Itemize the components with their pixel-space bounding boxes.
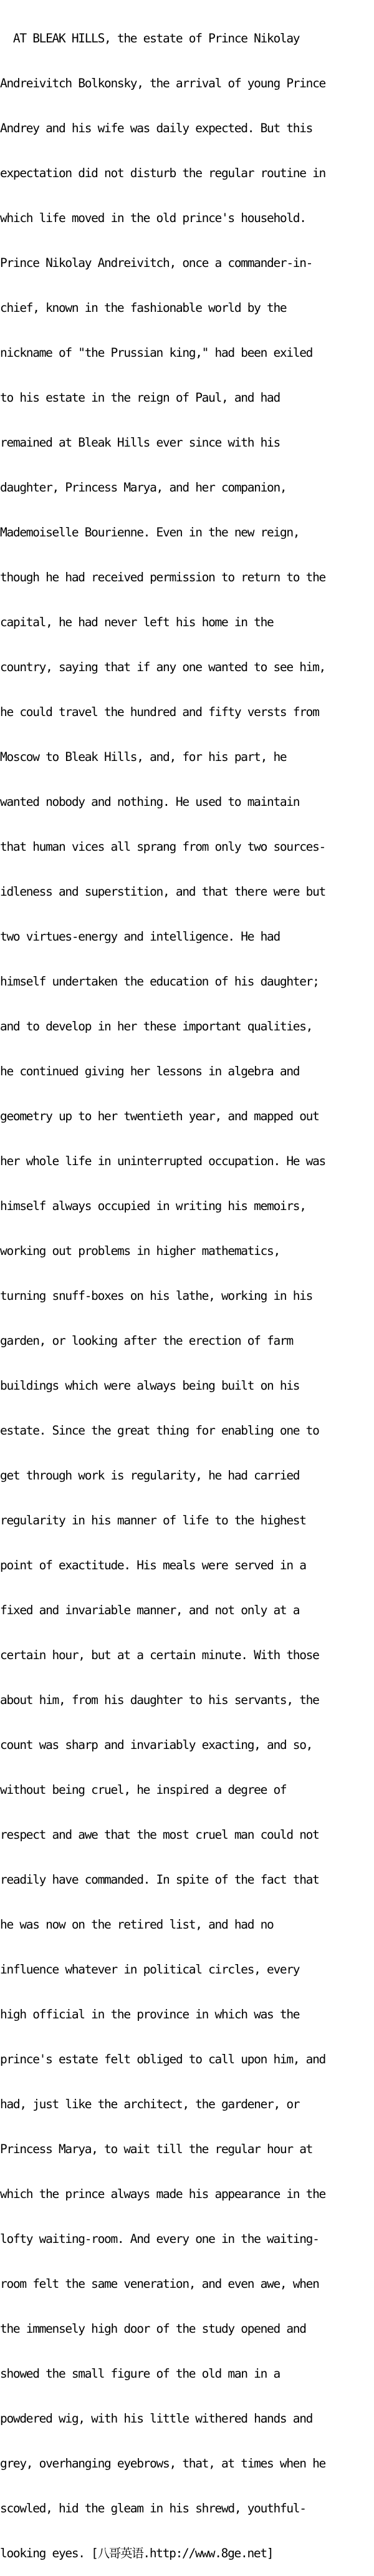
text-line: powdered wig, with his little withered hands and xyxy=(0,2411,313,2426)
text-line: point of exactitude. His meals were served in a xyxy=(0,1558,306,1572)
text-line: AT BLEAK HILLS, the estate of Prince Nikolay xyxy=(0,31,300,46)
text-line: the immensely high door of the study opened and xyxy=(0,2322,306,2336)
text-line: influence whatever in political circles, every xyxy=(0,1962,300,1977)
text-line: certain hour, but at a certain minute. With those xyxy=(0,1648,319,1662)
text-line: that human vices all sprang from only two sources- xyxy=(0,840,326,854)
text-line: he could travel the hundred and fifty versts from xyxy=(0,705,319,719)
text-line: without being cruel, he inspired a degree of xyxy=(0,1783,287,1797)
text-line: which the prince always made his appearance in the xyxy=(0,2187,326,2201)
text-line: get through work is regularity, he had carried xyxy=(0,1468,300,1483)
text-line: remained at Bleak Hills ever since with his xyxy=(0,435,280,450)
text-line: her whole life in uninterrupted occupation. He was xyxy=(0,1154,326,1168)
text-line: capital, he had never left his home in the xyxy=(0,615,274,629)
text-line: grey, overhanging eyebrows, that, at times when he xyxy=(0,2456,326,2471)
text-line: Andreivitch Bolkonsky, the arrival of young Prince xyxy=(0,76,326,90)
text-line: Andrey and his wife was daily expected. But this xyxy=(0,121,313,135)
text-line: turning snuff-boxes on his lathe, working in his xyxy=(0,1289,313,1303)
text-line: regularity in his manner of life to the highest xyxy=(0,1513,306,1528)
text-line: he continued giving her lessons in algebra and xyxy=(0,1064,300,1078)
text-line: idleness and superstition, and that there were but xyxy=(0,884,326,899)
text-line: high official in the province in which was the xyxy=(0,2007,300,2022)
text-line: room felt the same veneration, and even awe, when xyxy=(0,2277,319,2291)
text-line: and to develop in her these important qualities, xyxy=(0,1019,313,1034)
text-line: geometry up to her twentieth year, and mapped out xyxy=(0,1109,319,1123)
text-line: respect and awe that the most cruel man could not xyxy=(0,1828,319,1842)
text-line: showed the small figure of the old man in a xyxy=(0,2366,280,2381)
text-line: chief, known in the fashionable world by the xyxy=(0,301,287,315)
text-line: about him, from his daughter to his servants, the xyxy=(0,1693,319,1707)
text-line: Moscow to Bleak Hills, and, for his part, he xyxy=(0,750,287,764)
text-line: buildings which were always being built on his xyxy=(0,1378,300,1393)
text-line: garden, or looking after the erection of farm xyxy=(0,1334,293,1348)
text-line: scowled, hid the gleam in his shrewd, youthful- xyxy=(0,2501,306,2515)
text-line: two virtues-energy and intelligence. He had xyxy=(0,929,280,944)
text-line: nickname of "the Prussian king," had been exiled xyxy=(0,346,313,360)
text-line: wanted nobody and nothing. He used to maintain xyxy=(0,795,300,809)
text-line: lofty waiting-room. And every one in the waiting- xyxy=(0,2232,319,2246)
text-line: fixed and invariable manner, and not only at a xyxy=(0,1603,300,1617)
text-line: prince's estate felt obliged to call upon him, and xyxy=(0,2052,326,2066)
text-line: himself undertaken the education of his daughter; xyxy=(0,974,319,989)
text-line: daughter, Princess Marya, and her companion, xyxy=(0,480,287,495)
text-line: he was now on the retired list, and had no xyxy=(0,1917,274,1932)
text-line: which life moved in the old prince's household. xyxy=(0,211,306,225)
text-line: working out problems in higher mathematics, xyxy=(0,1244,280,1258)
text-line: Prince Nikolay Andreivitch, once a commander-in- xyxy=(0,256,313,270)
text-line: expectation did not disturb the regular routine in xyxy=(0,166,326,180)
text-line: country, saying that if any one wanted to see him, xyxy=(0,660,326,674)
text-line: looking eyes. [八哥英语.http://www.8ge.net] xyxy=(0,2546,274,2560)
text-line: himself always occupied in writing his memoirs, xyxy=(0,1199,306,1213)
text-line: readily have commanded. In spite of the fact that xyxy=(0,1872,319,1887)
text-line: had, just like the architect, the gardener, or xyxy=(0,2097,300,2111)
text-line: though he had received permission to return to the xyxy=(0,570,326,584)
text-line: Mademoiselle Bourienne. Even in the new reign, xyxy=(0,525,300,540)
text-line: Princess Marya, to wait till the regular hour at xyxy=(0,2142,313,2156)
text-line: estate. Since the great thing for enabling one to xyxy=(0,1423,319,1438)
text-line: count was sharp and invariably exacting, and so, xyxy=(0,1738,313,1752)
text-line: to his estate in the reign of Paul, and had xyxy=(0,390,280,405)
